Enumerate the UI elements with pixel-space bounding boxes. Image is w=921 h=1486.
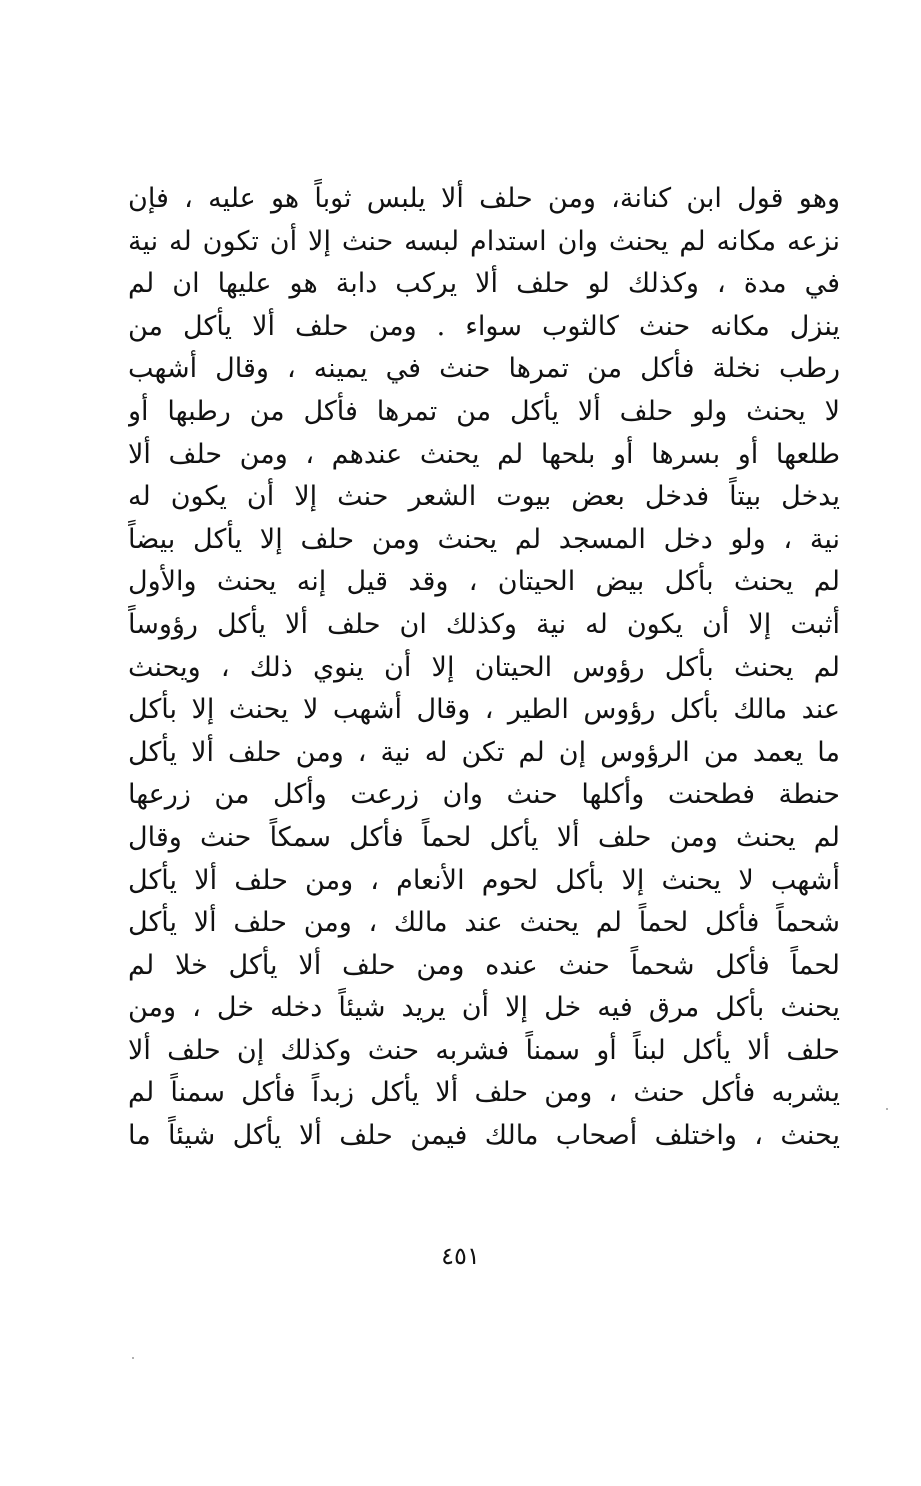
text-line: وهو قول ابن كنانة، ومن حلف ألا يلبس ثوباً هو عليه ، فإن	[128, 183, 840, 214]
text-line: يحنث بأكل مرق فيه خل إلا أن يريد شيئاً دخله خل ، ومن	[128, 992, 840, 1024]
text-line: أثبت إلا أن يكون له نية وكذلك ان حلف ألا يأكل رؤوساً	[128, 608, 840, 640]
text-line: رطب نخلة فأكل من تمرها حنث في يمينه ، وقال أشهب	[128, 353, 840, 385]
text-line: نزعه مكانه لم يحنث وان استدام لبسه حنث إلا أن تكون له نية	[128, 225, 840, 257]
text-line: لم يحنث بأكل بيض الحيتان ، وقد قيل إنه يحنث والأول	[128, 566, 840, 598]
text-line: حلف ألا يأكل لبناً أو سمناً فشربه حنث وكذلك إن حلف ألا	[128, 1034, 840, 1066]
scan-speck	[886, 1108, 888, 1110]
text-line: لم يحنث ومن حلف ألا يأكل لحماً فأكل سمكاً حنث وقال	[128, 821, 840, 853]
text-line: عند مالك بأكل رؤوس الطير ، وقال أشهب لا يحنث إلا بأكل	[128, 694, 840, 726]
text-line: شحماً فأكل لحماً لم يحنث عند مالك ، ومن حلف ألا يأكل	[128, 907, 840, 939]
body-text	[128, 178, 840, 1158]
scan-speck	[132, 1357, 134, 1359]
text-line: حنطة فطحنت وأكلها حنث وان زرعت وأكل من زرعها	[128, 779, 840, 811]
text-line: يدخل بيتاً فدخل بعض بيوت الشعر حنث إلا أن يكون له	[128, 481, 840, 513]
text-line: لحماً فأكل شحماً حنث عنده ومن حلف ألا يأكل خلا لم	[128, 949, 840, 981]
text-line: ينزل مكانه حنث كالثوب سواء . ومن حلف ألا يأكل من	[128, 310, 840, 342]
text-line: في مدة ، وكذلك لو حلف ألا يركب دابة هو عليها ان لم	[128, 268, 840, 300]
text-line: يحنث ، واختلف أصحاب مالك فيمن حلف ألا يأكل شيئاً ما	[128, 1120, 840, 1152]
text-line: طلعها أو بسرها أو بلحها لم يحنث عندهم ، ومن حلف ألا	[128, 438, 840, 470]
text-line: أشهب لا يحنث إلا بأكل لحوم الأنعام ، ومن حلف ألا يأكل	[128, 864, 840, 896]
page-number: ٤٥١	[441, 1242, 480, 1270]
text-line: لا يحنث ولو حلف ألا يأكل من تمرها فأكل من رطبها أو	[128, 395, 840, 427]
text-line: لم يحنث بأكل رؤوس الحيتان إلا أن ينوي ذلك ، ويحنث	[128, 651, 840, 683]
text-line: ما يعمد من الرؤوس إن لم تكن له نية ، ومن حلف ألا يأكل	[128, 736, 840, 768]
text-line: نية ، ولو دخل المسجد لم يحنث ومن حلف إلا يأكل بيضاً	[128, 523, 840, 555]
text-line: يشربه فأكل حنث ، ومن حلف ألا يأكل زبداً فأكل سمناً لم	[128, 1077, 840, 1109]
